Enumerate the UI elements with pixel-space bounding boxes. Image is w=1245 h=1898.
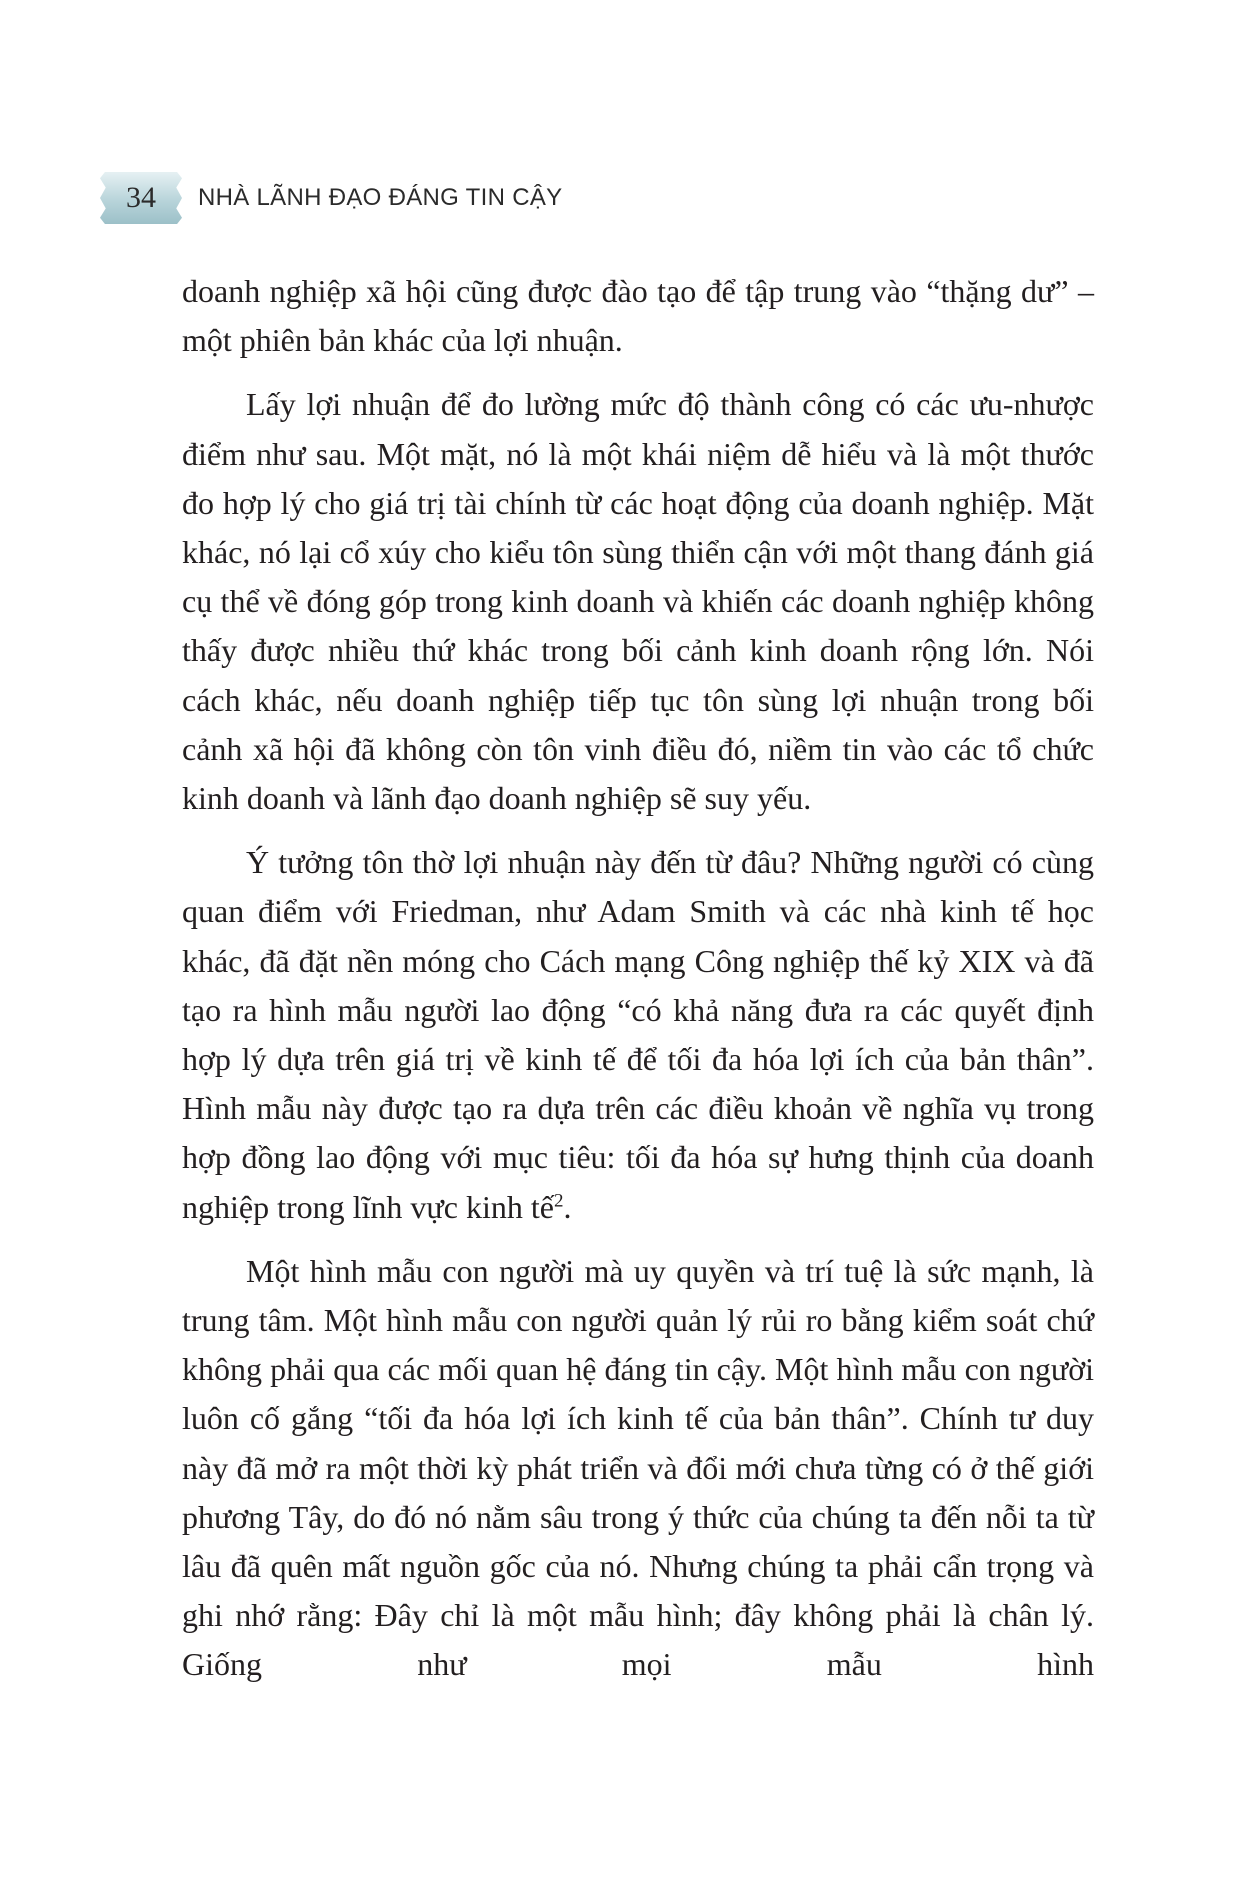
paragraph-3-tail: .: [563, 1188, 572, 1225]
running-title: NHÀ LÃNH ĐẠO ĐÁNG TIN CẬY: [198, 184, 563, 211]
paragraph-4: Một hình mẫu con người mà uy quyền và trí tuệ là sức mạnh, là trung tâm. Một hình mẫu con người quản lý rủi ro bằng kiểm soát chứ không phải qua các mối quan hệ đáng tin cậy. Một hình mẫu con người luôn cố gắng “tối đa hóa lợi ích kinh tế của bản thân”. Chính tư duy này đã mở ra một thời kỳ phát triển và đổi mới chưa từng có ở thế giới phương Tây, do đó nó nằm sâu trong ý thức của chúng ta đến nỗi ta từ lâu đã quên mất nguồn gốc của nó. Nhưng chúng ta phải cẩn trọng và ghi nhớ rằng: Đây chỉ là một mẫu hình; đây không phải là chân lý. Giống như mọi mẫu hình: [182, 1252, 1094, 1683]
paragraph-3-text: Ý tưởng tôn thờ lợi nhuận này đến từ đâu? Những người có cùng quan điểm với Friedman, như Adam Smith và các nhà kinh tế học khác, đã đặt nền móng cho Cách mạng Công nghiệp thế kỷ XIX và đã tạo ra hình mẫu người lao động “có khả năng đưa ra các quyết định hợp lý dựa trên giá trị về kinh tế để tối đa hóa lợi ích của bản thân”. Hình mẫu này được tạo ra dựa trên các điều khoản về nghĩa vụ trong hợp đồng lao động với mục tiêu: tối đa hóa sự hưng thịnh của doanh nghiệp trong lĩnh vực kinh tế: [182, 844, 1094, 1225]
page-header: [100, 172, 800, 224]
page-number: 34: [126, 181, 156, 214]
paragraph-2: Lấy lợi nhuận để đo lường mức độ thành công có các ưu-nhược điểm như sau. Một mặt, nó là một khái niệm dễ hiểu và là một thước đo hợp lý cho giá trị tài chính từ các hoạt động của doanh nghiệp. Mặt khác, nó lại cổ xúy cho kiểu tôn sùng thiển cận với một thang đánh giá cụ thể về đóng góp trong kinh doanh và khiến các doanh nghiệp không thấy được nhiều thứ khác trong bối cảnh kinh doanh rộng lớn. Nói cách khác, nếu doanh nghiệp tiếp tục tôn sùng lợi nhuận trong bối cảnh xã hội đã không còn tôn vinh điều đó, niềm tin vào các tổ chức kinh doanh và lãnh đạo doanh nghiệp sẽ suy yếu.: [182, 386, 1094, 817]
paragraph-1: doanh nghiệp xã hội cũng được đào tạo để tập trung vào “thặng dư” – một phiên bản khác của lợi nhuận.: [182, 273, 1094, 359]
footnote-marker: 2: [553, 1190, 564, 1211]
body-text: [182, 267, 1094, 1705]
paragraph-3: [182, 838, 1094, 1232]
